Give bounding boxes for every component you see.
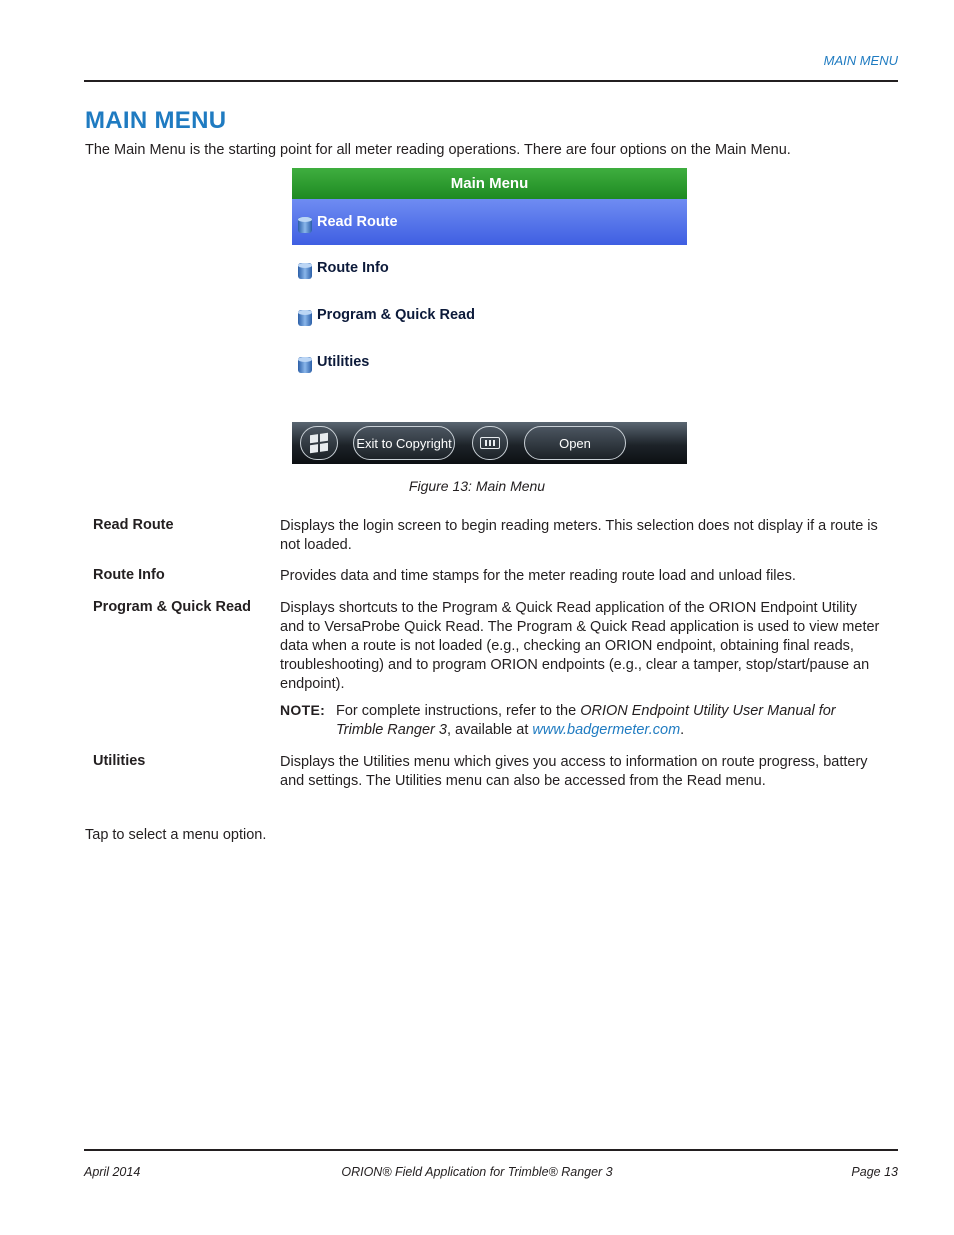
menu-item-read-route[interactable] (292, 199, 687, 245)
note-label: NOTE: (280, 702, 326, 718)
menu-item-label: Route Info (317, 260, 389, 276)
header-rule (84, 80, 898, 82)
desc-program-quick-read: Displays shortcuts to the Program & Quick Read application of the ORION Endpoint Utility and to VersaProbe Quick Read. The Program & Quick Read application is used to view meter data when a route is not loaded (e.g., checking an ORION endpoint, obtaining final reads, troubleshooting) and to program ORION endpoints (e.g., clear a tamper, stop/start/pause an endpoint). (280, 600, 880, 692)
figure-caption: Figure 13: Main Menu (408, 478, 546, 494)
term-read-route: Read Route (93, 517, 174, 533)
desc-utilities: Displays the Utilities menu which gives you access to information on route progress, battery and settings. The Utilities menu can also be accessed from the Read menu. (280, 754, 868, 789)
windows-logo-icon (310, 433, 328, 454)
footer-rule (84, 1149, 898, 1151)
device-screenshot (292, 168, 687, 464)
footer-page-number: Page 13 (851, 1165, 898, 1179)
menu-item-label: Program & Quick Read (317, 307, 475, 323)
menu-item-label: Read Route (317, 214, 398, 230)
menu-item-route-info[interactable] (292, 245, 687, 291)
menu-item-utilities[interactable] (292, 339, 687, 385)
keyboard-button[interactable] (472, 426, 508, 460)
footer-date: April 2014 (84, 1165, 141, 1179)
database-icon (298, 263, 312, 279)
menu-item-label: Utilities (317, 354, 370, 370)
note-text-middle: , available at (446, 722, 533, 738)
note-text-after: . (680, 722, 685, 738)
menu-item-program-quick-read[interactable] (292, 292, 687, 338)
device-title-bar: Main Menu (292, 168, 687, 199)
keyboard-icon (480, 437, 500, 449)
start-button[interactable] (300, 426, 338, 460)
database-icon (298, 357, 312, 373)
term-program-quick-read: Program & Quick Read (93, 599, 251, 615)
term-route-info: Route Info (93, 567, 165, 583)
device-taskbar (292, 422, 687, 464)
desc-route-info: Provides data and time stamps for the meter reading route load and unload files. (280, 568, 796, 584)
desc-read-route: Displays the login screen to begin reading meters. This selection does not display if a route is not loaded. (280, 518, 878, 553)
database-icon (298, 310, 312, 326)
manual-title: ORION Endpoint Utility User Manual for Trimble Ranger 3 (336, 703, 836, 738)
running-head: MAIN MENU (823, 53, 898, 68)
exit-to-copyright-button[interactable]: Exit to Copyright (353, 426, 455, 460)
intro-paragraph: The Main Menu is the starting point for all meter reading operations. There are four options on the Main Menu. (85, 142, 791, 158)
note-text-before: For complete instructions, refer to the (336, 703, 581, 719)
database-icon (298, 217, 312, 233)
instruction-text: Tap to select a menu option. (85, 827, 267, 843)
term-utilities: Utilities (93, 753, 146, 769)
open-button[interactable]: Open (524, 426, 626, 460)
page-title: MAIN MENU (85, 107, 227, 134)
footer-document-title: ORION® Field Application for Trimble® Ranger 3 (341, 1165, 613, 1179)
badgermeter-link[interactable]: www.badgermeter.com (532, 722, 681, 738)
note-text (336, 702, 884, 740)
